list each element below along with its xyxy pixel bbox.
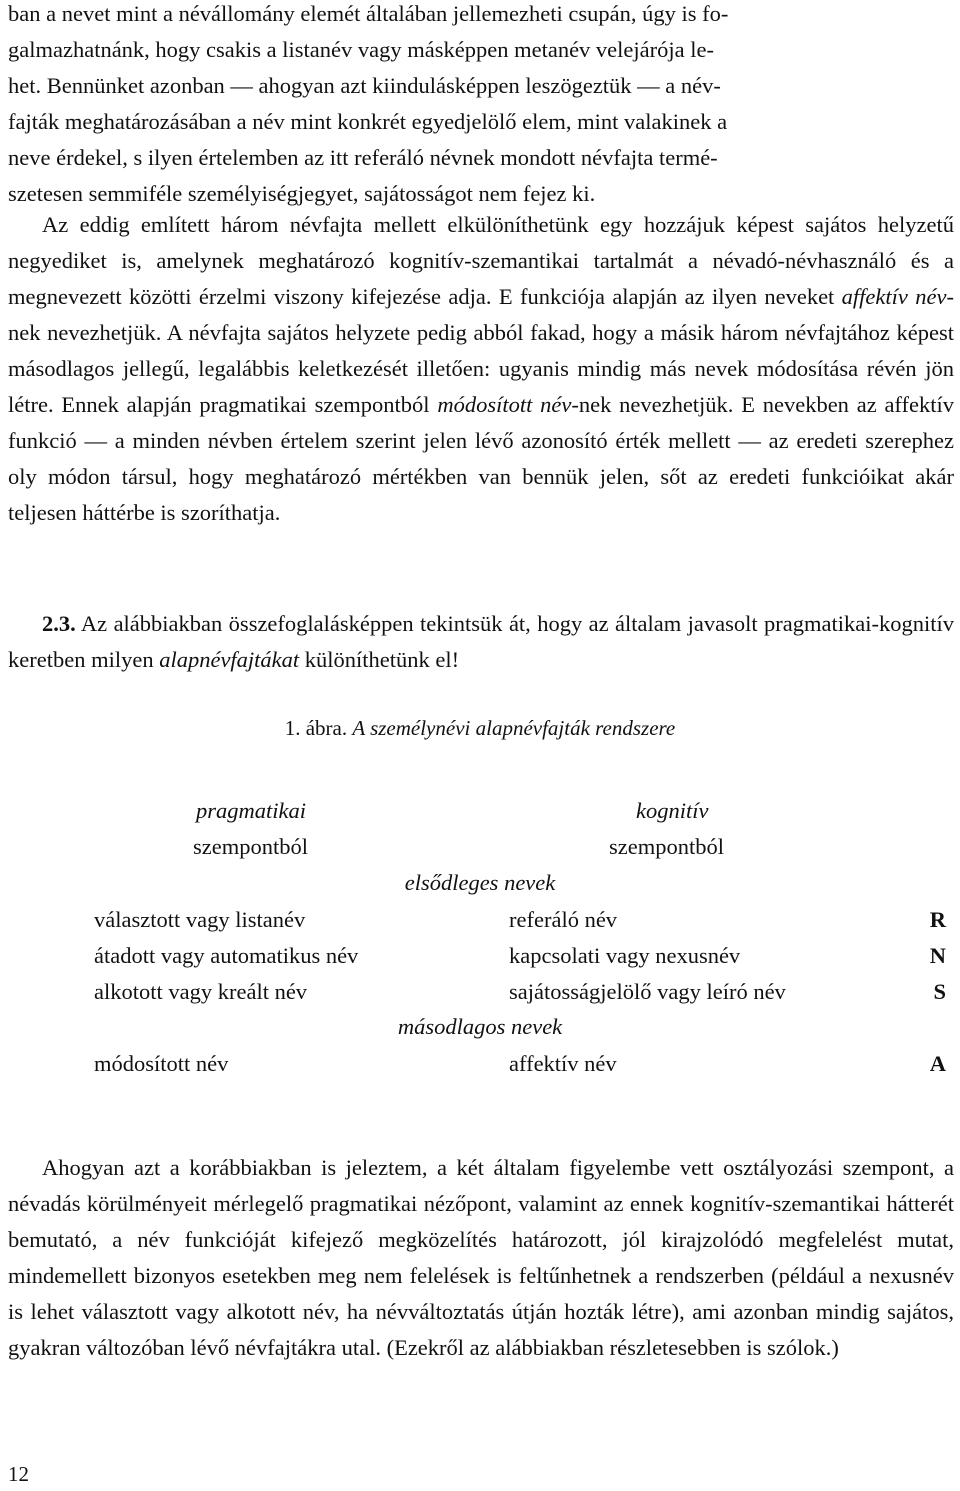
- page-number: 12: [8, 1462, 29, 1486]
- column-header-cognitive: kognitív: [636, 798, 709, 823]
- cognitive-cell: referáló név: [509, 907, 618, 932]
- pragmatic-cell: választott vagy listanév: [94, 907, 306, 932]
- column-subheader-cognitive: szempontból: [609, 834, 724, 859]
- column-subheader-pragmatic: szempontból: [193, 834, 308, 859]
- paragraph-summary: Ahogyan azt a korábbiakban is jeleztem, a két általam figyelembe vett osztályozási szempont, a névadás körülményeit mérlegelő pragmatikai nézőpont, valamint az ennek kognitív-szemantikai hátterét bemutató, a név funkcióját kifejező megközelítés határozott, jól kirajzolódó megfelelést mutat, mindemellett bizonyos esetekben meg nem felelések is feltűnhetnek a rendszerben (például a nexusnév is lehet választott vagy alkotott név, ha névváltoztatás útján hozták létre), ami azonban mindig sajátos, gyakran változóban lévő névfajtákra utal. (Ezekről az alábbiakban részletesebben is szólok.): [8, 1155, 954, 1360]
- paragraph-affective-name: [8, 207, 954, 531]
- text: különíthetünk el!: [299, 647, 460, 672]
- code-cell: N: [929, 943, 946, 968]
- line: szetesen semmiféle személyiségjegyet, sajátosságot nem fejez ki.: [8, 181, 596, 206]
- table-row: [94, 1046, 946, 1082]
- term-base-name-types: alapnévfajtákat: [159, 647, 300, 672]
- code-cell: S: [933, 979, 946, 1004]
- line: galmazhatnánk, hogy csakis a listanév vagy másképpen metanév velejárója le-: [8, 37, 714, 62]
- line: fajták meghatározásában a név mint konkrét egyedjelölő elem, mint valakinek a: [8, 109, 728, 134]
- paragraph-continuation: [8, 0, 954, 212]
- line: neve érdekel, s ilyen értelemben az itt referáló névnek mondott névfajta termé-: [8, 145, 718, 170]
- table-row: [94, 902, 946, 938]
- code-cell: R: [929, 907, 946, 932]
- pragmatic-cell: alkotott vagy kreált név: [94, 979, 308, 1004]
- caption-title: A személynévi alapnévfajták rendszere: [352, 716, 676, 740]
- table-row: [94, 938, 946, 974]
- text: -nek nevezhetjük. E nevekben az affektív funkció — a minden névben értelem szerint jelen lévő azonosító érték mellett — az eredeti szerephez oly módon társul, hogy meghatározó mértékben van bennük jelen, sőt az eredeti funkcióikat akár teljesen háttérbe is szoríthatja.: [8, 392, 955, 525]
- text: Az alábbiakban összefoglalásképpen tekintsük át, hogy az általam javasolt pragmatikai-kognitív keretben milyen: [8, 611, 954, 672]
- group-label-secondary: másodlagos nevek: [397, 1014, 563, 1039]
- cognitive-cell: sajátosságjelölő vagy leíró név: [509, 979, 786, 1004]
- pragmatic-cell: átadott vagy automatikus név: [94, 943, 359, 968]
- term-affective-name: affektív név: [841, 284, 947, 309]
- code-cell: A: [929, 1051, 946, 1076]
- line: het. Bennünket azonban — ahogyan azt kiindulásképpen leszögeztük — a név-: [8, 73, 721, 98]
- cognitive-cell: affektív név: [509, 1051, 617, 1076]
- line: ban a nevet mint a névállomány elemét általában jellemezheti csupán, úgy is fo-: [8, 1, 729, 26]
- table-row: [94, 974, 946, 1010]
- paragraph-section-2-3: [8, 606, 954, 678]
- column-header-pragmatic: pragmatikai: [196, 798, 306, 823]
- text: -nek nevezhetjük. A névfajta sajátos helyzete pedig abból fakad, hogy a másik három névfajtához képest másodlagos jellegű, legalábbis keletkezését illetően: ugyanis mindig más nevek módosítása révén jön létre. Ennek alapján pragmatikai szempontból: [8, 284, 954, 417]
- figure-caption: [0, 713, 960, 743]
- term-modified-name: módosított név: [437, 392, 572, 417]
- cognitive-cell: kapcsolati vagy nexusnév: [509, 943, 741, 968]
- pragmatic-cell: módosított név: [94, 1051, 229, 1076]
- section-number: 2.3.: [42, 611, 76, 636]
- group-label-primary: elsődleges nevek: [404, 870, 556, 895]
- caption-label: 1. ábra.: [284, 716, 348, 740]
- text: Az eddig említett három névfajta mellett elkülöníthetünk egy hozzájuk képest sajátos helyzetű negyediket is, amelynek meghatározó kognitív-szemantikai tartalmát a névadó-névhasználó és a megnevezett közötti érzelmi viszony kifejezése adja. E funkciója alapján az ilyen neveket: [8, 212, 954, 309]
